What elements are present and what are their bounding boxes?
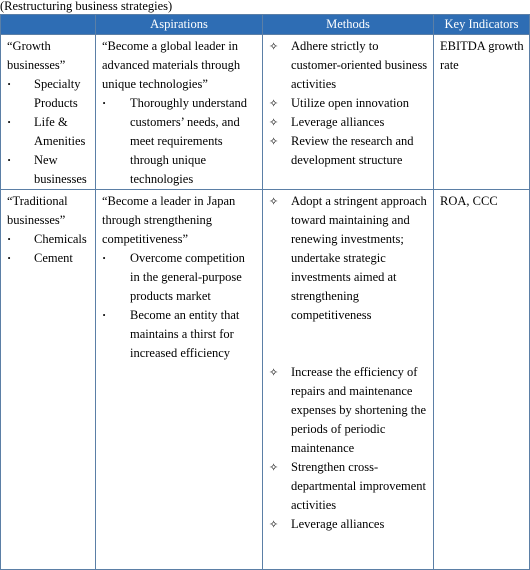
segment-cell bbox=[1, 190, 96, 570]
header-segment bbox=[1, 15, 96, 35]
method-item: ✧ Adopt a stringent approach toward maintaining and renewing investments; undertake strategic investments aimed at strengthening competitiveness bbox=[269, 192, 428, 325]
segment-item: · Specialty Products bbox=[7, 75, 90, 113]
indicators-cell bbox=[434, 35, 530, 190]
aspiration-cell bbox=[96, 35, 263, 190]
aspiration-cell bbox=[96, 190, 263, 570]
aspiration-item: · Overcome competition in the general-purpose products market bbox=[102, 249, 257, 306]
table-header-row bbox=[1, 15, 530, 35]
segment-item: · Life & Amenities bbox=[7, 113, 90, 151]
aspiration-quote: “Become a leader in Japan through strengthening competitiveness” bbox=[102, 194, 236, 246]
key-indicators-value: EBITDA growth rate bbox=[440, 39, 524, 72]
methods-cell bbox=[263, 190, 434, 570]
method-item: ✧ Utilize open innovation bbox=[269, 94, 428, 113]
table-row bbox=[1, 190, 530, 570]
method-item: ✧ Adhere strictly to customer-oriented business activities bbox=[269, 37, 428, 94]
table-caption: (Restructuring business strategies) bbox=[0, 0, 173, 13]
method-item: ✧ Review the research and development structure bbox=[269, 132, 428, 170]
method-spacer bbox=[269, 325, 428, 363]
strategy-table bbox=[0, 14, 530, 570]
methods-cell bbox=[263, 35, 434, 190]
header-aspirations: Aspirations bbox=[96, 15, 263, 35]
table-row bbox=[1, 35, 530, 190]
segment-item: · Chemicals bbox=[7, 230, 90, 249]
method-item: ✧ Strengthen cross-departmental improvement activities bbox=[269, 458, 428, 515]
method-item: ✧ Increase the efficiency of repairs and maintenance expenses by shortening the periods of periodic maintenance bbox=[269, 363, 428, 458]
method-item: ✧ Leverage alliances bbox=[269, 113, 428, 132]
aspiration-item: · Thoroughly understand customers’ needs, and meet requirements through unique technologies bbox=[102, 94, 257, 189]
segment-title: “Growth businesses” bbox=[7, 39, 66, 72]
key-indicators-value: ROA, CCC bbox=[440, 194, 498, 208]
method-item: ✧ Leverage alliances bbox=[269, 515, 428, 534]
segment-item: · New businesses bbox=[7, 151, 90, 189]
aspiration-item: · Become an entity that maintains a thirst for increased efficiency bbox=[102, 306, 257, 363]
segment-cell bbox=[1, 35, 96, 190]
segment-item: · Cement bbox=[7, 249, 90, 268]
header-key-indicators: Key Indicators bbox=[434, 15, 530, 35]
indicators-cell bbox=[434, 190, 530, 570]
header-methods: Methods bbox=[263, 15, 434, 35]
segment-title: “Traditional businesses” bbox=[7, 194, 68, 227]
aspiration-quote: “Become a global leader in advanced materials through unique technologies” bbox=[102, 39, 241, 91]
